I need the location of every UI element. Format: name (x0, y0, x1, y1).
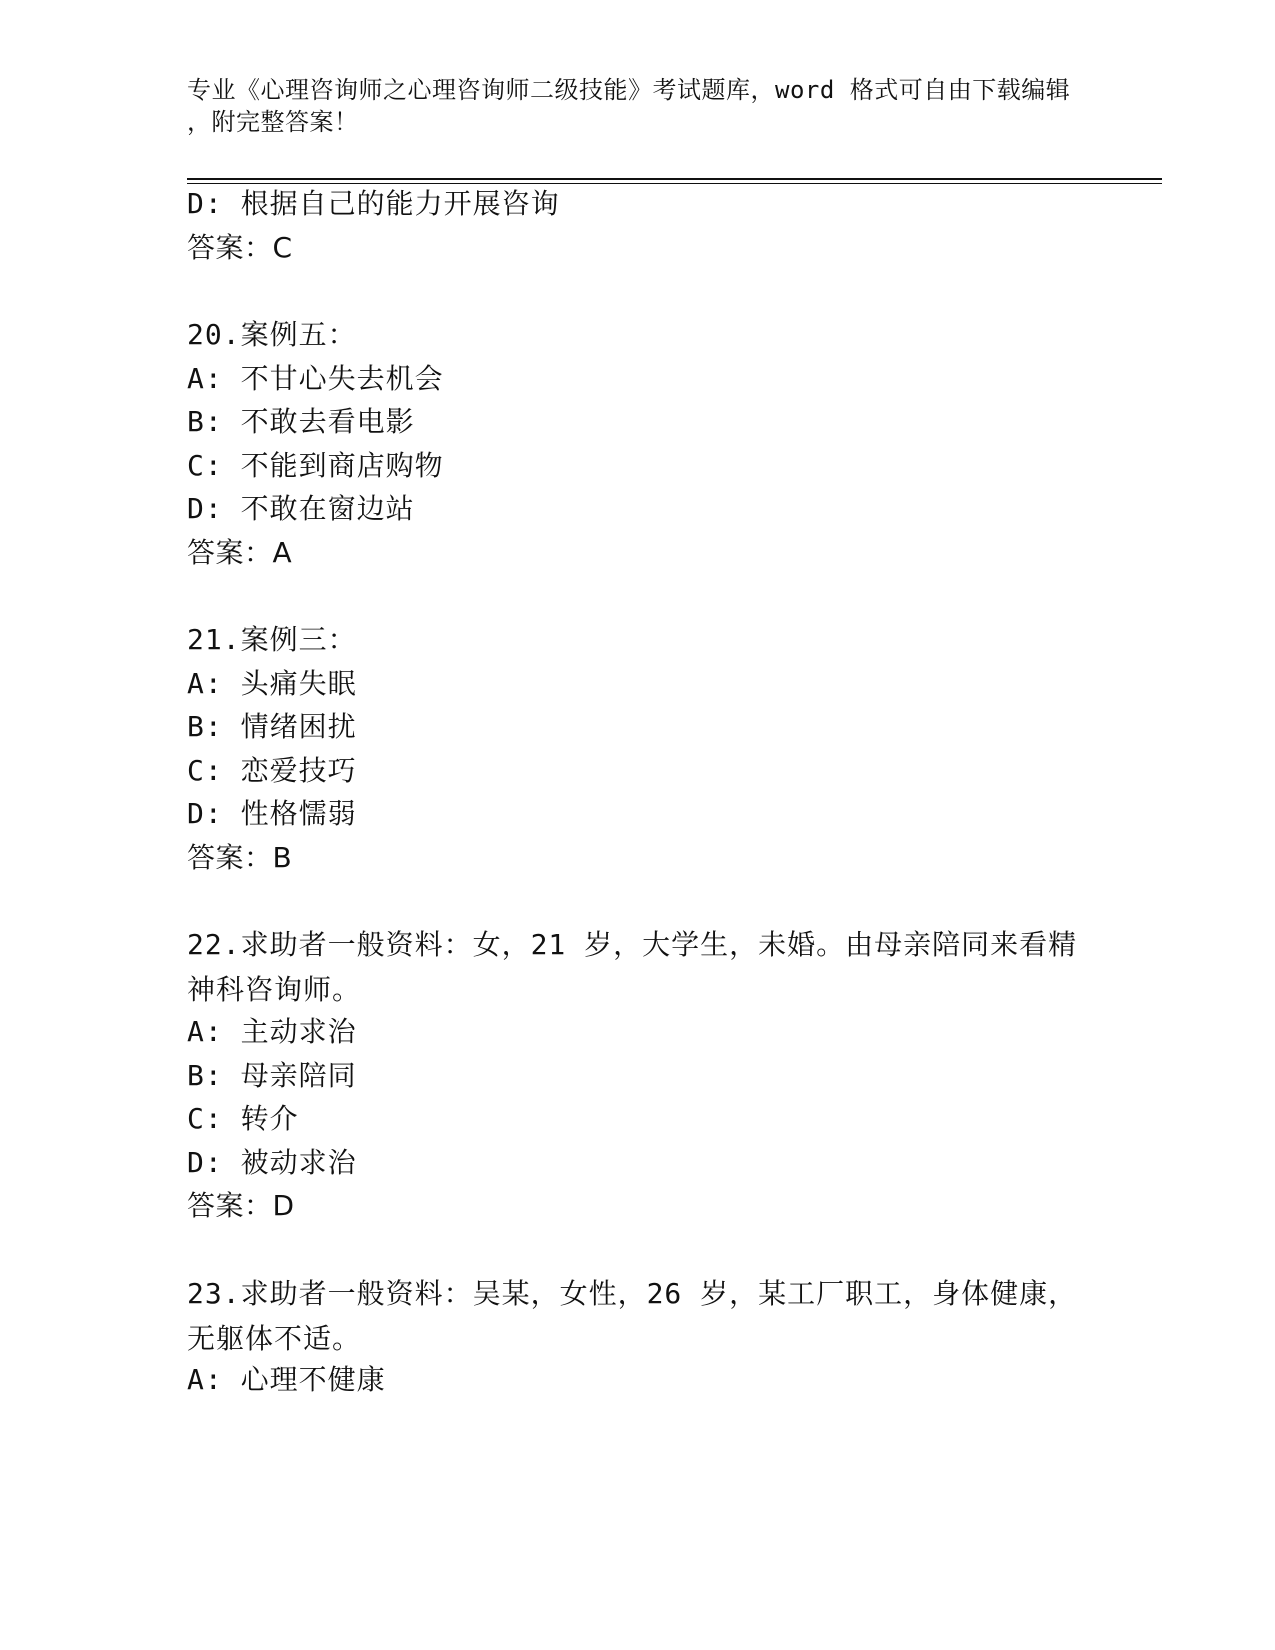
q22-stem: 22.求助者一般资料：女，21 岁，大学生，未婚。由母亲陪同来看精神科咨询师。 (187, 928, 1078, 1006)
q21-option-b: B: 情绪困扰 (187, 710, 357, 743)
q20-answer: 答案：A (187, 536, 293, 569)
q23-option-a: A: 心理不健康 (187, 1363, 386, 1396)
q22-answer: 答案：D (187, 1189, 295, 1222)
q19-option-d: D: 根据自己的能力开展咨询 (187, 187, 560, 220)
header-rule-thin (187, 183, 1162, 184)
q22-option-a: A: 主动求治 (187, 1015, 357, 1048)
q20-option-b: B: 不敢去看电影 (187, 405, 415, 438)
q21-stem: 21.案例三： (187, 623, 357, 656)
q20-option-c: C: 不能到商店购物 (187, 449, 444, 482)
q21-option-a: A: 头痛失眠 (187, 667, 357, 700)
q23-stem: 23.求助者一般资料：吴某，女性，26 岁，某工厂职工，身体健康，无躯体不适。 (187, 1277, 1078, 1355)
header-rule-thick (187, 178, 1162, 180)
header-line-2: ，附完整答案！ (187, 108, 359, 136)
q20-option-a: A: 不甘心失去机会 (187, 362, 444, 395)
q22-option-b: B: 母亲陪同 (187, 1059, 357, 1092)
document-header (187, 74, 1087, 138)
q21-option-d: D: 性格懦弱 (187, 797, 357, 830)
q21-option-c: C: 恋爱技巧 (187, 754, 357, 787)
q20-option-d: D: 不敢在窗边站 (187, 492, 415, 525)
q19-answer: 答案：C (187, 231, 293, 264)
q20-stem: 20.案例五： (187, 318, 357, 351)
q22-option-c: C: 转介 (187, 1102, 299, 1135)
q22-option-d: D: 被动求治 (187, 1146, 357, 1179)
header-line-1: 专业《心理咨询师之心理咨询师二级技能》考试题库，word 格式可自由下载编辑 (187, 76, 1071, 104)
q21-answer: 答案：B (187, 841, 293, 874)
